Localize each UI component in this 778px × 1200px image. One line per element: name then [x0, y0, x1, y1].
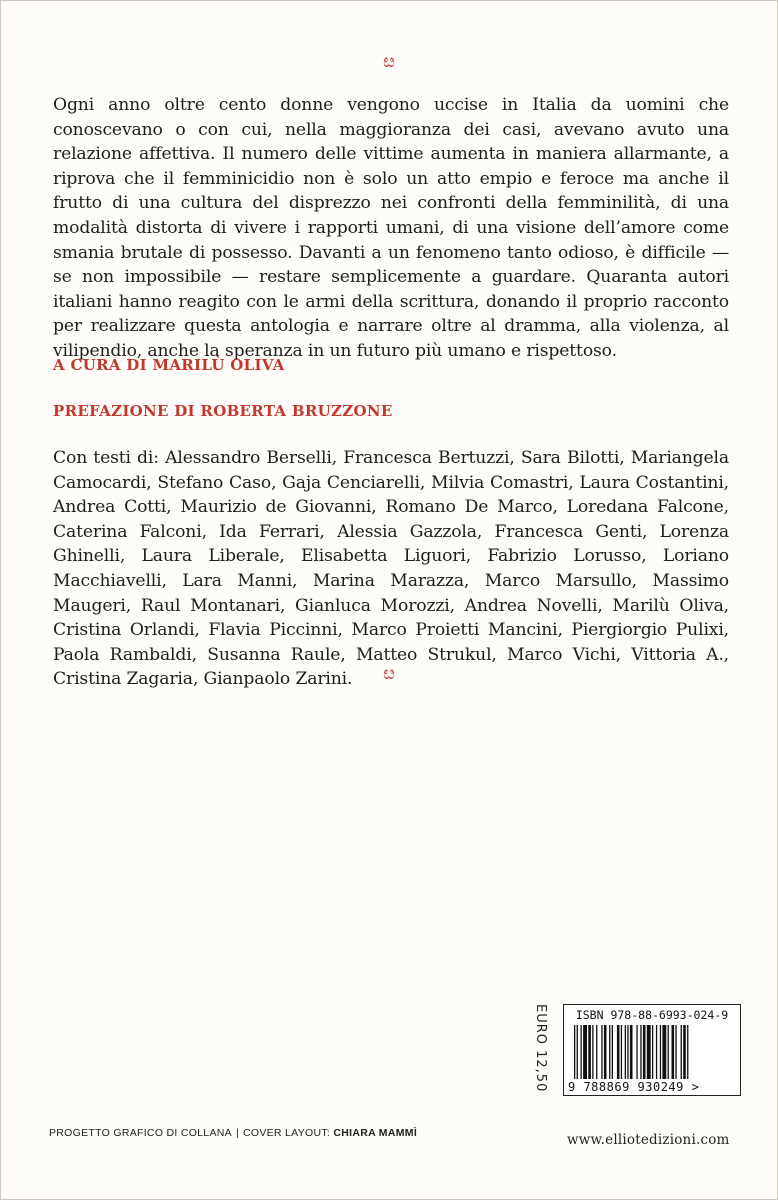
isbn-text: ISBN 978-88-6993-024-9 — [575, 1008, 729, 1022]
series-design-label: PROGETTO GRAFICO DI COLLANA — [49, 1127, 232, 1139]
publisher-website[interactable]: www.elliotedizioni.com — [567, 1132, 730, 1148]
editor-credit: A CURA DI MARILÙ OLIVA — [53, 356, 285, 374]
cover-layout-label: COVER LAYOUT: — [242, 1127, 331, 1139]
barcode-panel — [563, 1004, 741, 1096]
credits-separator: | — [235, 1127, 239, 1139]
barcode-icon — [574, 1025, 734, 1079]
synopsis-paragraph: Ogni anno oltre cento donne vengono uccise in Italia da uomini che conoscevano o con cui, nella maggioranza dei casi, avevano avuto una relazione affettiva. Il numero delle vittime aumenta in maniera allarmante, a riprova che il femminicidio non è solo un atto empio e feroce ma anche il frutto di una cultura del disprezzo nei confronti della femminilità, di una modalità distorta di vivere i rapporti umani, di una visione dell’amore come smania brutale di possesso. Davanti a un fenomeno tanto odioso, è difficile — se non impossibile — restare semplicemente a guardare. Quaranta autori italiani hanno reagito con le armi della scrittura, donando il proprio racconto per realizzare questa antologia e narrare oltre al dramma, alla violenza, al vilipendio, anche la speranza in un futuro più umano e rispettoso. — [53, 95, 729, 361]
contributors-paragraph: Con testi di: Alessandro Berselli, Francesca Bertuzzi, Sara Bilotti, Mariangela Camocardi, Stefano Caso, Gaja Cenciarelli, Milvia Comastri, Laura Costantini, Andrea Cotti, Maurizio de Giovanni, Romano De Marco, Loredana Falcone, Caterina Falconi, Ida Ferrari, Alessia Gazzola, Francesca Genti, Lorenza Ghinelli, Laura Liberale, Elisabetta Liguori, Fabrizio Lorusso, Loriano Macchiavelli, Lara Manni, Marina Marazza, Marco Marsullo, Massimo Maugeri, Raul Montanari, Gianluca Morozzi, Andrea Novelli, Marilù Oliva, Cristina Orlandi, Flavia Piccinni, Marco Proietti Mancini, Piergiorgio Pulixi, Paola Rambaldi, Susanna Raule, Matteo Strukul, Marco Vichi, Vittoria A., Cristina Zagaria, Gianpaolo Zarini. — [53, 448, 729, 690]
barcode-number: 9 788869 930249 > — [568, 1080, 700, 1094]
ornament-top-icon: ೞ — [383, 51, 395, 72]
ornament-divider-icon: ೞ — [383, 663, 395, 684]
preface-credit: PREFAZIONE DI ROBERTA BRUZZONE — [53, 402, 393, 420]
cover-layout-designer: CHIARA MAMMÌ — [333, 1127, 418, 1139]
design-credits — [49, 1127, 417, 1139]
price-text: EURO 12,50 — [533, 1004, 548, 1093]
